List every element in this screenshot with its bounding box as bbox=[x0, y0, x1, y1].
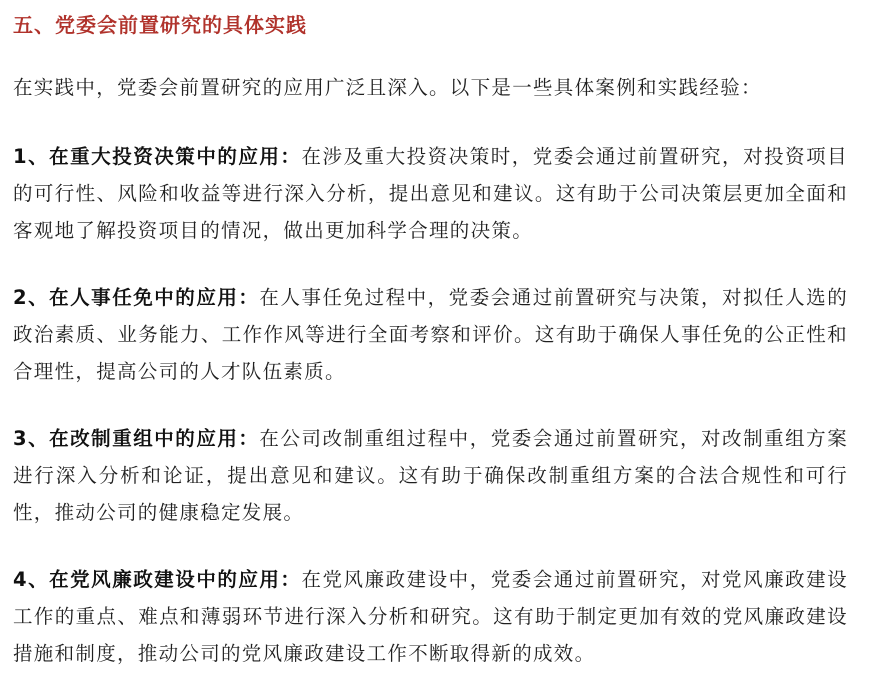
practice-item-restructuring bbox=[13, 420, 848, 531]
item-title: 1、在重大投资决策中的应用： bbox=[13, 145, 302, 168]
item-title: 3、在改制重组中的应用： bbox=[13, 427, 260, 450]
item-title: 2、在人事任免中的应用： bbox=[13, 286, 260, 309]
practice-item-investment bbox=[13, 138, 848, 249]
practice-item-integrity bbox=[13, 561, 848, 672]
item-body: 在公司改制重组过程中，党委会通过前置研究，对改制重组方案进行深入分析和论证，提出意见和建议。这有助于确保改制重组方案的合法合规性和可行性，推动公司的健康稳定发展。 bbox=[13, 427, 848, 524]
section-heading: 五、党委会前置研究的具体实践 bbox=[13, 13, 307, 37]
item-title: 4、在党风廉政建设中的应用： bbox=[13, 568, 302, 591]
item-body: 在涉及重大投资决策时，党委会通过前置研究，对投资项目的可行性、风险和收益等进行深入分析，提出意见和建议。这有助于公司决策层更加全面和客观地了解投资项目的情况，做出更加科学合理的决策。 bbox=[13, 145, 848, 242]
item-body: 在人事任免过程中，党委会通过前置研究与决策，对拟任人选的政治素质、业务能力、工作作风等进行全面考察和评价。这有助于确保人事任免的公正性和合理性，提高公司的人才队伍素质。 bbox=[13, 286, 848, 383]
item-body: 在党风廉政建设中，党委会通过前置研究，对党风廉政建设工作的重点、难点和薄弱环节进行深入分析和研究。这有助于制定更加有效的党风廉政建设措施和制度，推动公司的党风廉政建设工作不断取得新的成效。 bbox=[13, 568, 848, 665]
practice-item-personnel bbox=[13, 279, 848, 390]
intro-paragraph: 在实践中，党委会前置研究的应用广泛且深入。以下是一些具体案例和实践经验： bbox=[13, 76, 762, 99]
